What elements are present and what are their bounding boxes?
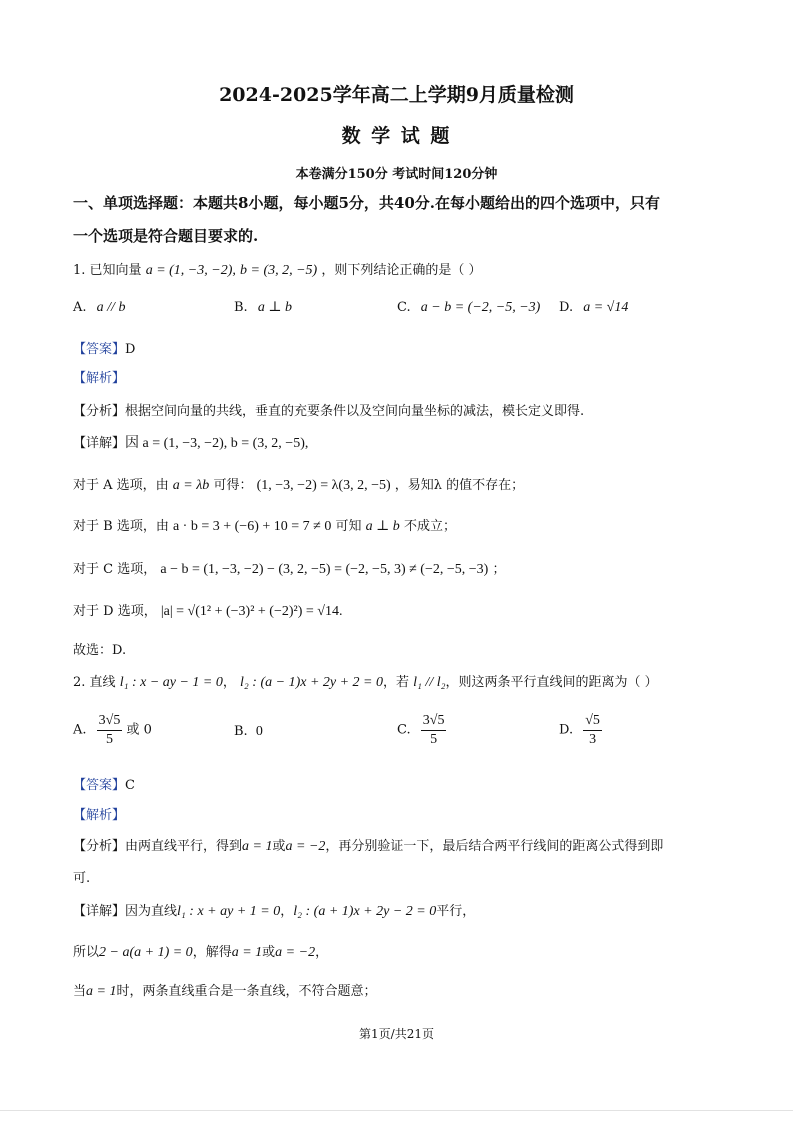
- q1-vector-a: a = (1, −3, −2),: [145, 263, 236, 278]
- q1-option-a: [73, 299, 125, 317]
- q2-fenxi-math1: a = 1: [242, 839, 273, 854]
- q1-line-a-suffix: ，易知λ 的值不存在；: [394, 478, 525, 493]
- q1-analysis-tag: 【解析】: [73, 371, 126, 386]
- q2-xiangjie-part1: 因为直线: [125, 904, 178, 919]
- q1-xiangjie: [73, 435, 308, 453]
- q2-option-d-denominator: 3: [589, 732, 597, 747]
- q1-line-d-prefix: 对于 D 选项，: [73, 604, 157, 619]
- q1-option-c: [397, 299, 540, 317]
- q2-fenxi-line2: 可.: [73, 871, 91, 886]
- q1-line-b-math2: a ⊥ b: [365, 519, 400, 534]
- q1-line-c: [73, 561, 505, 579]
- page-number: 第1页/共21页: [359, 1027, 434, 1041]
- q1-option-a-label: A.: [73, 300, 87, 315]
- q1-choose: 故选：D.: [73, 643, 127, 658]
- q2-option-c-denominator: 5: [430, 732, 438, 747]
- q2-when-part2: 时，两条直线重合是一条直线，不符合题意；: [116, 984, 377, 999]
- q1-line-b: [73, 518, 456, 536]
- q2-so-math1: 2 − a(a + 1) = 0: [99, 945, 193, 960]
- q1-line-a-mid: 可得：: [213, 478, 253, 493]
- q2-option-a-label: A.: [73, 722, 87, 738]
- q2-xiangjie-math2: l₂ : (a + 1)x + 2y − 2 = 0: [293, 904, 437, 919]
- q2-xiangjie-part3: 平行，: [436, 904, 476, 919]
- q1-line-d: [73, 603, 342, 621]
- q2-answer: [73, 777, 135, 795]
- q2-option-b: [234, 723, 263, 741]
- exam-meta: 本卷满分150分 考试时间120分钟: [295, 167, 498, 182]
- q1-option-d-text: a = √14: [583, 300, 629, 315]
- section-heading-line2: 一个选项是符合题目要求的.: [73, 227, 259, 245]
- q2-xiangjie-math1: l₁ : x + ay + 1 = 0: [177, 904, 281, 919]
- xiangjie-tag: 【详解】: [73, 436, 126, 451]
- q2-xiangjie: [73, 903, 475, 921]
- q2-so-line: [73, 944, 328, 962]
- q1-stem-suffix: ，则下列结论正确的是（ ）: [321, 263, 482, 278]
- answer-tag: 【答案】: [73, 342, 126, 357]
- q2-option-a-numerator: 3√5: [97, 712, 123, 731]
- q2-so-math3: a = −2: [275, 945, 316, 960]
- q2-fenxi: [73, 838, 663, 856]
- q2-option-b-label: B.: [234, 724, 248, 739]
- q2-option-a-tail: 或 0: [126, 722, 152, 738]
- q2-stem-suffix: ，则这两条平行直线间的距离为（ ）: [445, 675, 658, 690]
- q2-so-part4: ，: [315, 945, 329, 960]
- q1-option-b-label: B.: [234, 300, 248, 315]
- q2-option-d-numerator: √5: [583, 712, 602, 731]
- q2-option-d-label: D.: [559, 722, 574, 738]
- q1-line-b-prefix: 对于 B 选项，由: [73, 519, 169, 534]
- q2-option-b-text: 0: [255, 724, 263, 739]
- section-heading-line1: 一、单项选择题：本题共8小题，每小题5分，共40分.在每小题给出的四个选项中，只有: [73, 194, 660, 212]
- q2-when-math: a = 1: [86, 984, 117, 999]
- q1-line-b-mid: 可知: [335, 519, 362, 534]
- q1-line-b-math: a · b = 3 + (−6) + 10 = 7 ≠ 0: [172, 519, 332, 534]
- q1-line-c-prefix: 对于 C 选项，: [73, 562, 157, 577]
- q1-line-a-math: a = λb: [172, 478, 210, 493]
- q1-fenxi-text: 根据空间向量的共线，垂直的充要条件以及空间向量坐标的减法，模长定义即得.: [125, 404, 585, 419]
- q1-option-d: [559, 299, 628, 317]
- q1-line-a-eq: (1, −3, −2) = λ(3, 2, −5): [256, 478, 391, 493]
- q2-option-c-fraction: [421, 712, 447, 749]
- q1-line-b-suffix: 不成立；: [403, 519, 456, 534]
- q1-option-a-text: a // b: [96, 300, 126, 315]
- subject-title: 数 学 试 题: [341, 125, 452, 147]
- q1-option-c-label: C.: [397, 300, 411, 315]
- q2-when-part1: 当: [73, 984, 87, 999]
- q2-option-c-label: C.: [397, 722, 411, 738]
- q2-fenxi-part1: 由两直线平行，得到: [125, 839, 243, 854]
- q1-vector-b: b = (3, 2, −5): [240, 263, 318, 278]
- q1-stem: [73, 262, 482, 280]
- q2-xiangjie-part2: ，: [280, 904, 294, 919]
- q2-option-a-denominator: 5: [106, 732, 114, 747]
- q1-option-d-label: D.: [559, 300, 574, 315]
- q2-stem-prefix: 2. 直线: [73, 675, 116, 690]
- q2-so-math2: a = 1: [231, 945, 263, 960]
- q2-option-c-numerator: 3√5: [421, 712, 447, 731]
- q1-line-a-prefix: 对于 A 选项，由: [73, 478, 169, 493]
- q2-fenxi-part3: ，再分别验证一下，最后结合两平行线间的距离公式得到即: [325, 839, 664, 854]
- q2-so-part2: ，解得: [192, 945, 232, 960]
- q2-so-part1: 所以: [73, 945, 100, 960]
- q1-option-c-text: a − b = (−2, −5, −3): [420, 300, 541, 315]
- q2-stem: [73, 674, 658, 692]
- q1-line-c-suffix: ；: [492, 562, 506, 577]
- answer-tag: 【答案】: [73, 778, 126, 793]
- q2-parallel: l₁ // l₂: [413, 675, 446, 690]
- q1-line-c-math: a − b = (1, −3, −2) − (3, 2, −5) = (−2, −5, 3) ≠ (−2, −5, −3): [160, 562, 489, 577]
- q2-option-d: [559, 712, 602, 749]
- q2-line-l1: l₁ : x − ay − 1 = 0: [119, 675, 223, 690]
- q1-answer-value: D: [125, 342, 136, 357]
- q2-fenxi-math2: a = −2: [285, 839, 326, 854]
- q2-option-c: [397, 712, 446, 749]
- q1-line-d-math: |a| = √(1² + (−3)² + (−2)²) = √14.: [160, 604, 343, 619]
- q1-xiangjie-text: 因 a = (1, −3, −2), b = (3, 2, −5),: [125, 436, 309, 451]
- q2-option-a: [73, 712, 152, 749]
- fenxi-tag: 【分析】: [73, 839, 126, 854]
- q2-answer-value: C: [125, 778, 135, 793]
- q2-fenxi-part2: 或: [272, 839, 286, 854]
- fenxi-tag: 【分析】: [73, 404, 126, 419]
- q1-answer: [73, 341, 135, 359]
- q2-analysis-tag: 【解析】: [73, 808, 126, 823]
- q1-fenxi: [73, 403, 584, 421]
- exam-title: 2024-2025学年高二上学期9月质量检测: [219, 84, 574, 106]
- q2-so-part3: 或: [262, 945, 276, 960]
- q1-line-a: [73, 477, 524, 495]
- q2-option-d-fraction: [583, 712, 602, 749]
- q1-option-b: [234, 299, 292, 317]
- q2-line-l2: l₂ : (a − 1)x + 2y + 2 = 0: [240, 675, 384, 690]
- q1-option-b-text: a ⊥ b: [257, 300, 292, 315]
- xiangjie-tag: 【详解】: [73, 904, 126, 919]
- q2-when-line: [73, 983, 376, 1001]
- q2-option-a-fraction: [97, 712, 123, 749]
- q2-stem-mid: ，若: [383, 675, 410, 690]
- page-bottom-divider: [0, 1110, 793, 1111]
- q1-stem-prefix: 1. 已知向量: [73, 263, 142, 278]
- q2-stem-sep: ，: [222, 675, 236, 690]
